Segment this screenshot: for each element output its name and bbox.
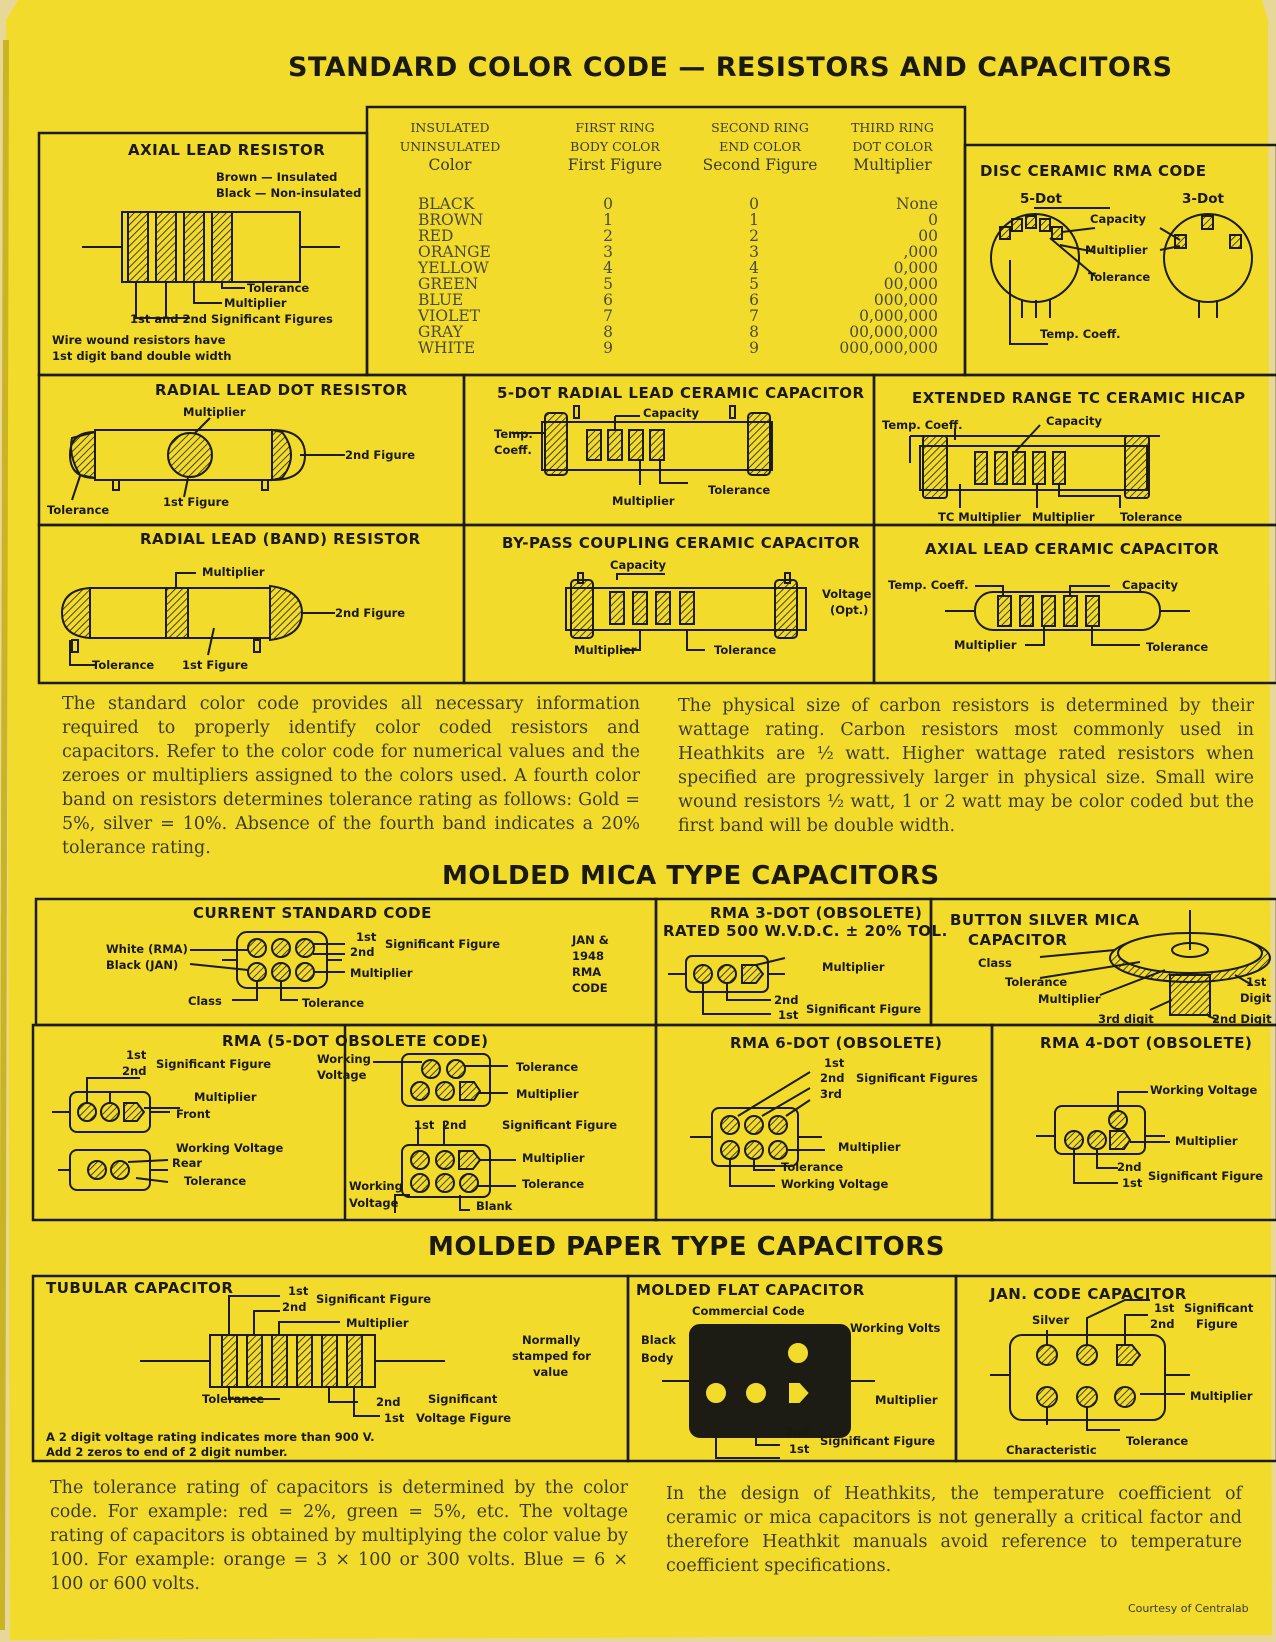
color-name: RED [418, 227, 454, 245]
label-multiplier: Multiplier [822, 960, 885, 974]
five-dot-title: 5-DOT RADIAL LEAD CERAMIC CAPACITOR [497, 384, 865, 402]
label-3rd: 3rd [820, 1087, 842, 1101]
second-figure: 0 [749, 195, 759, 213]
label-tolerance-3: Tolerance [522, 1177, 585, 1191]
color-name: ORANGE [418, 243, 491, 261]
label-significant: Significant Figures [856, 1071, 978, 1085]
label-tolerance: Tolerance [1005, 975, 1068, 989]
multiplier-value: 0 [928, 211, 938, 229]
label-black: Black — Non-insulated [216, 186, 362, 200]
color-name: GREEN [418, 275, 479, 293]
first-figure: 3 [603, 243, 613, 261]
label-1st-2: 1st [384, 1411, 405, 1425]
label-significant: 1st and 2nd Significant Figures [130, 312, 333, 326]
first-figure: 7 [603, 307, 613, 325]
label-value: value [533, 1365, 569, 1379]
first-figure: 1 [603, 211, 613, 229]
label-multiplier-2: Multiplier [516, 1087, 579, 1101]
label-3dot: 3-Dot [1182, 191, 1224, 207]
color-name: BLUE [418, 291, 464, 309]
multiplier-value: 0,000,000 [859, 307, 938, 325]
label-1st: 1st [1122, 1176, 1143, 1190]
label-tolerance: Tolerance [92, 658, 155, 672]
label-multiplier: Multiplier [1085, 243, 1148, 257]
label-tolerance-2: Tolerance [516, 1060, 579, 1074]
color-name: BROWN [418, 211, 484, 229]
label-blank: Blank [476, 1199, 513, 1213]
second-figure: 4 [749, 259, 759, 277]
label-capacity: Capacity [643, 406, 699, 420]
label-2nd: 2nd [774, 993, 799, 1007]
label-temp-coeff: Temp. Coeff. [888, 578, 969, 592]
label-stamped: stamped for [512, 1349, 591, 1363]
color-name: VIOLET [418, 307, 480, 325]
label-temp-coeff: Temp. Coeff. [882, 418, 963, 432]
first-figure: 4 [603, 259, 613, 277]
label-multiplier: Multiplier [1190, 1389, 1253, 1403]
courtesy-credit: Courtesy of Centralab [1128, 1602, 1249, 1615]
rma3-subtitle: RATED 500 W.V.D.C. ± 20% TOL. [663, 922, 948, 940]
label-2nd: 2nd [282, 1300, 307, 1314]
multiplier-value: 00 [918, 227, 938, 245]
label-commercial-code: Commercial Code [692, 1304, 805, 1318]
label-2nd: 2nd [785, 1425, 810, 1439]
color-name: YELLOW [418, 259, 489, 277]
col-header-second [685, 118, 835, 175]
radial-band-title: RADIAL LEAD (BAND) RESISTOR [140, 530, 421, 548]
label-multiplier: Multiplier [1038, 992, 1101, 1006]
label-tolerance: Tolerance [184, 1174, 247, 1188]
label-multiplier: Multiplier [194, 1090, 257, 1104]
label-capacity: Capacity [610, 558, 666, 572]
label-temp: Temp. [494, 427, 533, 441]
label-1st: 1st [1154, 1301, 1175, 1315]
label-white: White (RMA) [106, 942, 188, 956]
rma3-title: RMA 3-DOT (OBSOLETE) [710, 904, 923, 922]
header-line: BODY COLOR [570, 139, 660, 154]
label-tolerance: Tolerance [714, 643, 777, 657]
label-black: Black [641, 1333, 676, 1347]
second-figure: 3 [749, 243, 759, 261]
label-tolerance: Tolerance [247, 281, 310, 295]
note-add-zeros: Add 2 zeros to end of 2 digit number. [46, 1445, 288, 1459]
paragraph-color-code: The standard color code provides all necessary information required to properly identify color coded resistors and capacitors. Refer to the color code for numerical values and the zeroes or multipliers assigned to the colors used. A fourth color band on resistors determines tolerance rating as follows: Gold = 5%, silver = 10%. Absence of the fourth band indicates a 20% tolerance rating. [62, 694, 640, 858]
first-figure: 6 [603, 291, 613, 309]
section-mica-title: MOLDED MICA TYPE CAPACITORS [442, 861, 940, 891]
paragraph-physical-size: The physical size of carbon resistors is determined by their wattage rating. Carbon resistors most commonly used in Heathkits are ½ watt. Higher wattage rated resistors when specified are progressively larger in physical size. Small wire wound resistors ½ watt, 1 or 2 watt may be color coded but the first band will be double width. [678, 696, 1254, 836]
label-working-voltage: Working Voltage [176, 1141, 284, 1155]
label-1st: 1st [778, 1008, 799, 1022]
radial-dot-title: RADIAL LEAD DOT RESISTOR [155, 381, 408, 399]
label-capacity: Capacity [1090, 212, 1146, 226]
label-figure: Figure [1196, 1317, 1238, 1331]
color-name: GRAY [418, 323, 463, 341]
bypass-title: BY-PASS COUPLING CERAMIC CAPACITOR [502, 534, 861, 552]
second-figure: 5 [749, 275, 759, 293]
rma5-title: RMA (5-DOT OBSOLETE CODE) [222, 1032, 489, 1050]
paragraph-temperature: In the design of Heathkits, the temperature coefficient of ceramic or mica capacitors is not generally a critical factor and therefore Heathkit manuals avoid reference to temperature coefficient specifications. [666, 1484, 1242, 1576]
color-name: BLACK [418, 195, 475, 213]
label-multiplier: Multiplier [224, 296, 287, 310]
label-significant-2: Significant Figure [502, 1118, 618, 1132]
tubular-title: TUBULAR CAPACITOR [46, 1279, 234, 1297]
button-mica-title: BUTTON SILVER MICA [950, 911, 1140, 929]
first-figure: 2 [603, 227, 613, 245]
label-voltage: Voltage [317, 1068, 367, 1082]
label-working: Working [317, 1052, 371, 1066]
label-class: Class [188, 994, 222, 1008]
axial-ceramic-title: AXIAL LEAD CERAMIC CAPACITOR [925, 540, 1220, 558]
label-coeff: Coeff. [494, 443, 532, 457]
label-capacity: Capacity [1046, 414, 1102, 428]
label-1st: 1st [356, 930, 377, 944]
label-tolerance: Tolerance [781, 1160, 844, 1174]
label-significant: Significant Figure [1148, 1169, 1264, 1183]
label-working-volts: Working Volts [850, 1321, 941, 1335]
label-multiplier: Multiplier [954, 638, 1017, 652]
jan-title: JAN. CODE CAPACITOR [990, 1285, 1187, 1303]
label-tolerance: Tolerance [202, 1392, 265, 1406]
label-multiplier: Multiplier [838, 1140, 901, 1154]
section-paper-title: MOLDED PAPER TYPE CAPACITORS [428, 1232, 945, 1262]
label-rear: Rear [172, 1156, 203, 1170]
label-2nd: 2nd [1117, 1160, 1142, 1174]
label-rma: RMA [572, 965, 602, 979]
label-2nd-2: 2nd [442, 1118, 467, 1132]
paragraph-tolerance: The tolerance rating of capacitors is determined by the color code. For example: red = 2%, green = 5%, etc. The voltage rating of capacitors is obtained by multiplying the color value by 100. For example: orange = 3 × 100 or 300 volts. Blue = 6 × 100 or 600 volts. [50, 1478, 628, 1594]
first-figure: 5 [603, 275, 613, 293]
label-tolerance: Tolerance [1120, 510, 1183, 524]
label-2nd: 2nd [350, 945, 375, 959]
label-working-2: Working [349, 1179, 403, 1193]
header-line: UNINSULATED [399, 139, 501, 154]
color-name: WHITE [418, 339, 476, 357]
label-voltage-2: Voltage [349, 1196, 399, 1210]
note-voltage-rating: A 2 digit voltage rating indicates more than 900 V. [46, 1430, 375, 1444]
label-tc-multiplier: TC Multiplier [938, 510, 1021, 524]
disc-ceramic-title: DISC CERAMIC RMA CODE [980, 162, 1207, 180]
label-tolerance: Tolerance [47, 503, 110, 517]
col-header-first [540, 118, 690, 175]
header-line: INSULATED [410, 120, 490, 135]
second-figure: 2 [749, 227, 759, 245]
second-figure: 1 [749, 211, 759, 229]
multiplier-value: 000,000,000 [839, 339, 938, 357]
label-code: CODE [572, 981, 608, 995]
label-1st: 1st [824, 1056, 845, 1070]
button-mica-subtitle: CAPACITOR [968, 931, 1068, 949]
multiplier-value: ,000 [903, 243, 938, 261]
label-class: Class [978, 956, 1012, 970]
label-tolerance: Tolerance [708, 483, 771, 497]
label-tolerance: Tolerance [1088, 270, 1151, 284]
label-2nd: 2nd [820, 1071, 845, 1085]
label-2nd-figure: 2nd Figure [345, 448, 416, 462]
header-label: Color [428, 156, 472, 174]
header-label: Second Figure [702, 156, 818, 174]
label-2nd: 2nd [1150, 1317, 1175, 1331]
col-header-color [385, 118, 515, 175]
label-normally: Normally [522, 1333, 581, 1347]
label-multiplier: Multiplier [202, 565, 265, 579]
label-multiplier: Multiplier [346, 1316, 409, 1330]
label-1st-figure: 1st Figure [163, 495, 230, 509]
first-figure: 8 [603, 323, 613, 341]
first-figure: 9 [603, 339, 613, 357]
label-2nd-digit: 2nd Digit [1212, 1012, 1272, 1026]
label-tolerance: Tolerance [1146, 640, 1209, 654]
label-capacity: Capacity [1122, 578, 1178, 592]
label-working-voltage: Working Voltage [1150, 1083, 1258, 1097]
label-1st: 1st [126, 1048, 147, 1062]
label-1st-figure: 1st Figure [182, 658, 249, 672]
label-multiplier: Multiplier [350, 966, 413, 980]
color-names-column [418, 196, 528, 356]
multiplier-column [818, 196, 938, 356]
note-wire-wound: Wire wound resistors have [52, 333, 226, 347]
first-figure-column [598, 196, 618, 356]
label-multiplier: Multiplier [1032, 510, 1095, 524]
header-line: THIRD RING [851, 120, 934, 135]
current-standard-title: CURRENT STANDARD CODE [193, 904, 432, 922]
label-3rd-digit: 3rd digit [1098, 1012, 1154, 1026]
label-front: Front [176, 1107, 211, 1121]
first-figure: 0 [603, 195, 613, 213]
page-title: STANDARD COLOR CODE — RESISTORS AND CAPACITORS [288, 52, 1173, 83]
multiplier-value: None [895, 195, 938, 213]
label-5dot: 5-Dot [1020, 191, 1062, 207]
label-characteristic: Characteristic [1006, 1443, 1097, 1457]
rma6-title: RMA 6-DOT (OBSOLETE) [730, 1034, 943, 1052]
multiplier-value: 00,000 [883, 275, 938, 293]
label-multiplier: Multiplier [1175, 1134, 1238, 1148]
header-label: First Figure [567, 156, 663, 174]
label-opt: (Opt.) [830, 603, 869, 617]
multiplier-value: 00,000,000 [849, 323, 938, 341]
label-significant: Significant [1184, 1301, 1254, 1315]
label-1948: 1948 [572, 949, 605, 963]
rma4-title: RMA 4-DOT (OBSOLETE) [1040, 1034, 1253, 1052]
label-multiplier: Multiplier [183, 405, 246, 419]
label-significant: Significant Figure [385, 937, 501, 951]
second-figure: 7 [749, 307, 759, 325]
label-1st: 1st [1246, 975, 1267, 989]
label-significant-2: Significant [428, 1392, 498, 1406]
molded-flat-title: MOLDED FLAT CAPACITOR [636, 1281, 865, 1299]
label-temp-coeff: Temp. Coeff. [1040, 327, 1121, 341]
multiplier-value: 000,000 [873, 291, 938, 309]
label-working-voltage: Working Voltage [781, 1177, 889, 1191]
second-figure: 9 [749, 339, 759, 357]
label-black: Black (JAN) [106, 958, 179, 972]
label-digit: Digit [1240, 991, 1272, 1005]
multiplier-value: 0,000 [893, 259, 938, 277]
note-double-width: 1st digit band double width [52, 349, 232, 363]
label-voltage-figure: Voltage Figure [416, 1411, 512, 1425]
label-jan: JAN & [572, 933, 609, 947]
header-line: DOT COLOR [852, 139, 933, 154]
label-multiplier: Multiplier [574, 643, 637, 657]
label-multiplier: Multiplier [612, 494, 675, 508]
second-figure-column [744, 196, 764, 356]
second-figure: 6 [749, 291, 759, 309]
label-significant: Significant Figure [820, 1434, 936, 1448]
axial-resistor-title: AXIAL LEAD RESISTOR [128, 141, 326, 159]
label-silver: Silver [1032, 1313, 1070, 1327]
label-1st: 1st [288, 1284, 309, 1298]
header-line: END COLOR [719, 139, 801, 154]
label-significant: Significant Figure [316, 1292, 432, 1306]
label-1st-2: 1st [414, 1118, 435, 1132]
header-line: FIRST RING [575, 120, 655, 135]
second-figure: 8 [749, 323, 759, 341]
label-tolerance: Tolerance [302, 996, 365, 1010]
label-voltage: Voltage [822, 587, 872, 601]
label-multiplier-3: Multiplier [522, 1151, 585, 1165]
label-2nd-figure: 2nd Figure [335, 606, 406, 620]
header-line: SECOND RING [711, 120, 809, 135]
col-header-multiplier [830, 118, 955, 175]
label-1st: 1st [789, 1442, 810, 1456]
label-2nd: 2nd [122, 1064, 147, 1078]
hicap-title: EXTENDED RANGE TC CERAMIC HICAP [912, 389, 1246, 407]
label-body: Body [641, 1351, 674, 1365]
label-significant: Significant Figure [806, 1002, 922, 1016]
label-multiplier: Multiplier [875, 1393, 938, 1407]
label-brown: Brown — Insulated [216, 170, 338, 184]
label-significant: Significant Figure [156, 1057, 272, 1071]
label-2nd-2: 2nd [376, 1395, 401, 1409]
label-tolerance: Tolerance [1126, 1434, 1189, 1448]
header-label: Multiplier [853, 156, 932, 174]
